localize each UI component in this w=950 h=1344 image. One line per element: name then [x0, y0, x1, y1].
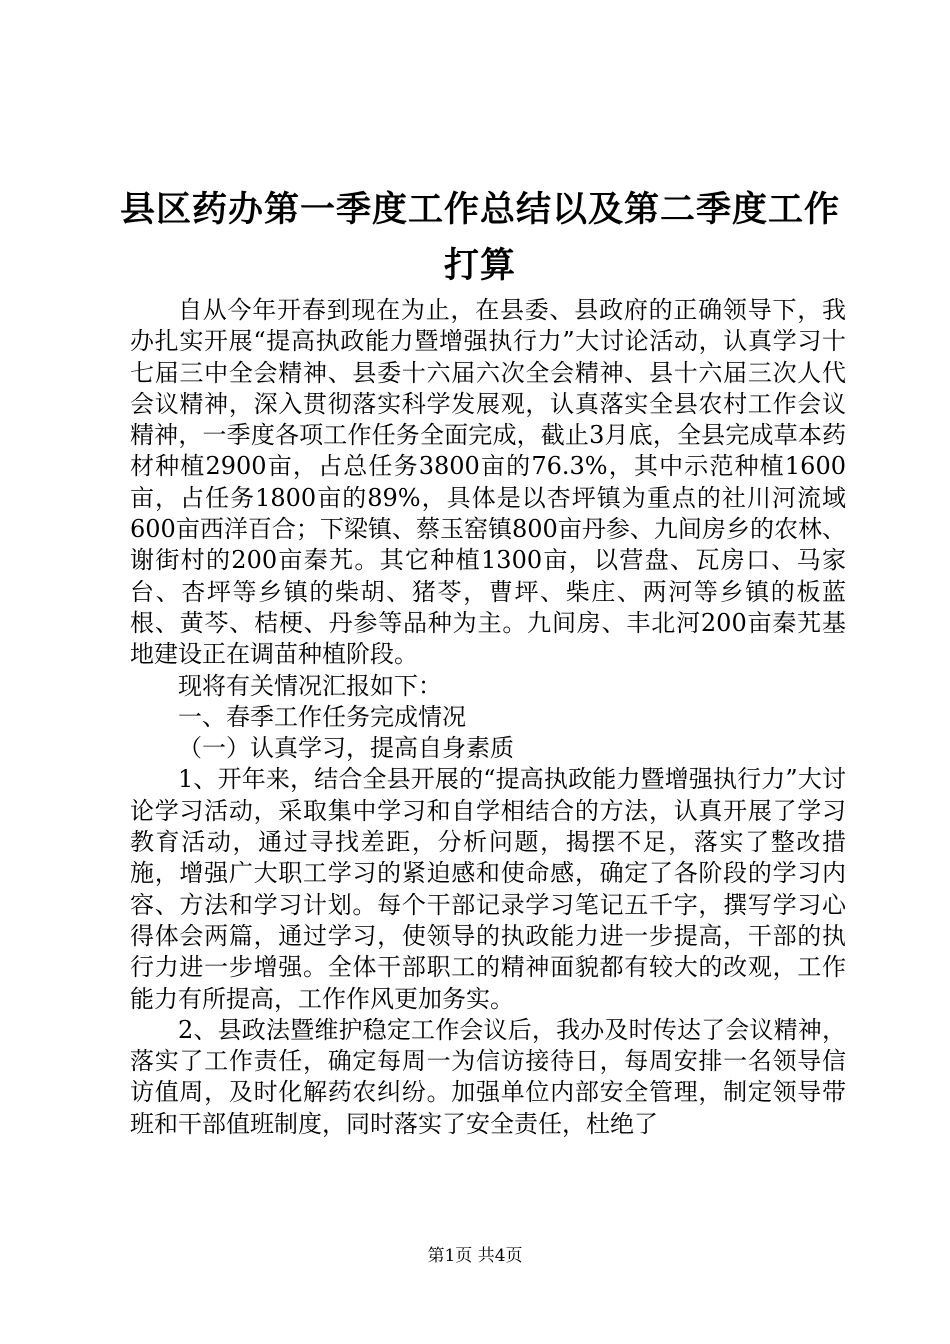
title-line-2: 打算 [443, 246, 516, 286]
paragraph-item-1: 1、开年来，结合全县开展的“提高执政能力暨增强执行力”大讨论学习活动，采取集中学习和自学相结合的方法，认真开展了学习教育活动，通过寻找差距，分析问题，揭摆不足，落实了整改措施，增强广大职工学习的紧迫感和使命感，确定了各阶段的学习内容、方法和学习计划。每个干部记录学习笔记五千字，撰写学习心得体会两篇，通过学习，使领导的执政能力进一步提高，干部的执行力进一步增强。全体干部职工的精神面貌都有较大的改观，工作能力有所提高，工作作风更加务实。 [130, 765, 846, 1013]
document-title [120, 182, 840, 294]
section-heading-1: 一、春季工作任务完成情况 [178, 702, 466, 731]
subsection-heading-1: （一）认真学习，提高自身素质 [178, 734, 514, 763]
page-number-footer: 第1页 共4页 [427, 1246, 523, 1266]
paragraph-item-2: 2、县政法暨维护稳定工作会议后，我办及时传达了会议精神，落实了工作责任，确定每周一为信访接待日，每周安排一名领导信访值周，及时化解药农纠纷。加强单位内部安全管理，制定领导带班和干部值班制度，同时落实了安全责任，杜绝了 [130, 1015, 846, 1138]
title-line-1: 县区药办第一季度工作总结以及第二季度工作 [120, 190, 841, 230]
document-body [130, 295, 846, 1140]
paragraph-report-lead: 现将有关情况汇报如下： [178, 671, 442, 700]
paragraph-intro: 自从今年开春到现在为止，在县委、县政府的正确领导下，我办扎实开展“提高执政能力暨增强执行力”大讨论活动，认真学习十七届三中全会精神、县委十六届六次全会精神、县十六届三次人代会议精神，深入贯彻落实科学发展观，认真落实全县农村工作会议精神，一季度各项工作任务全面完成，截止3月底，全县完成草本药材种植2900亩，占总任务3800亩的76.3%，其中示范种植1600亩，占任务1800亩的89%，具体是以杏坪镇为重点的社川河流域600亩西洋百合；下梁镇、蔡玉窑镇800亩丹参、九间房乡的农林、谢街村的200亩秦艽。其它种植1300亩，以营盘、瓦房口、马家台、杏坪等乡镇的柴胡、猪苓，曹坪、柴庄、两河等乡镇的板蓝根、黄芩、桔梗、丹参等品种为主。九间房、丰北河200亩秦艽基地建设正在调苗种植阶段。 [130, 296, 846, 669]
